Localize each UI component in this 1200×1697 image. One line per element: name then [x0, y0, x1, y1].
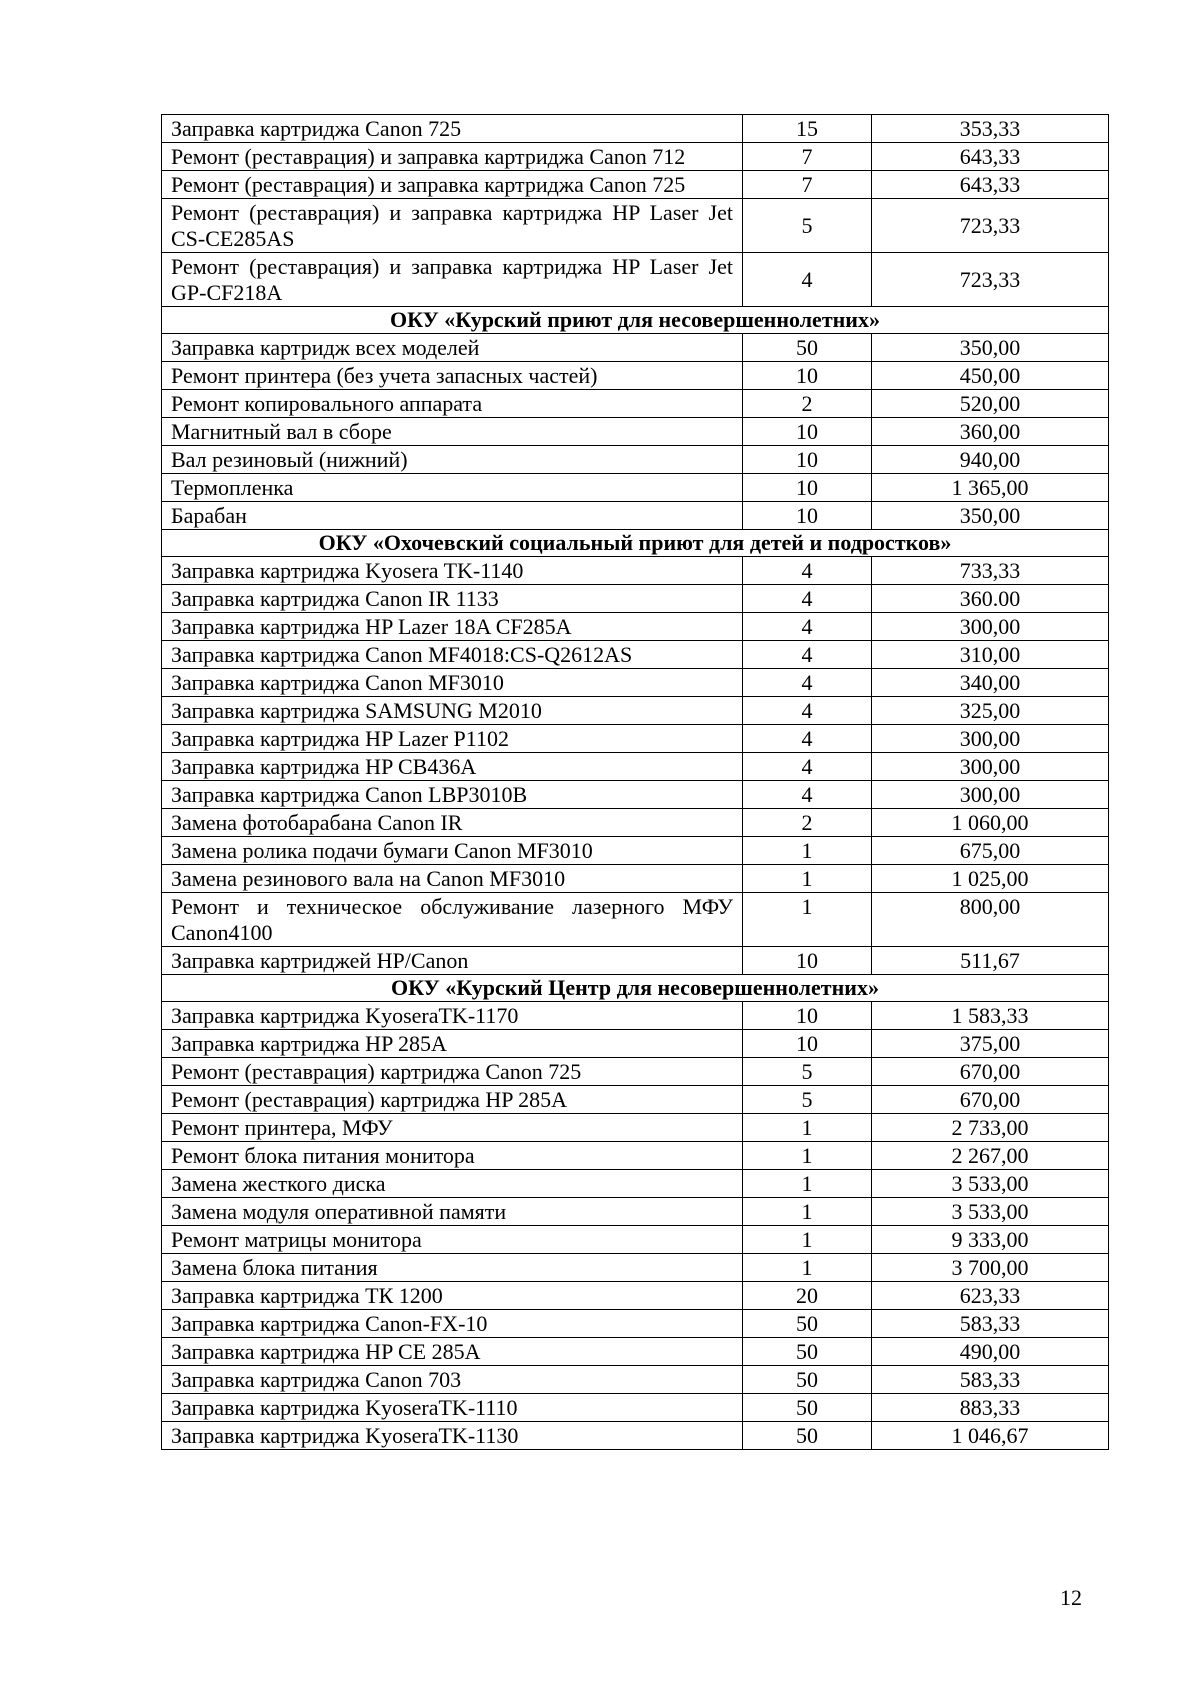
- quantity-cell: 20: [743, 1282, 872, 1310]
- table-row: [162, 837, 1109, 865]
- service-name-cell: Заправка картриджа Canon IR 1133: [162, 585, 743, 613]
- quantity-cell: 1: [743, 1254, 872, 1282]
- service-name-cell: Вал резиновый (нижний): [162, 446, 743, 474]
- service-name-cell: Термопленка: [162, 474, 743, 502]
- service-name-cell: Заправка картриджа Canon LBP3010B: [162, 781, 743, 809]
- table-row: [162, 1198, 1109, 1226]
- service-name-cell: Ремонт блока питания монитора: [162, 1142, 743, 1170]
- price-cell: 310,00: [872, 641, 1109, 669]
- table-row: [162, 334, 1109, 362]
- quantity-cell: 15: [743, 115, 872, 143]
- quantity-cell: 10: [743, 362, 872, 390]
- service-name-cell: Ремонт (реставрация) картриджа HP 285A: [162, 1086, 743, 1114]
- table-row: [162, 1254, 1109, 1282]
- quantity-cell: 2: [743, 390, 872, 418]
- quantity-cell: 4: [743, 669, 872, 697]
- price-cell: 723,33: [872, 253, 1109, 307]
- quantity-cell: 10: [743, 1002, 872, 1030]
- quantity-cell: 5: [743, 1086, 872, 1114]
- price-cell: 350,00: [872, 334, 1109, 362]
- service-name-cell: Заправка картриджа HP CE 285A: [162, 1338, 743, 1366]
- service-name-cell: Ремонт копировального аппарата: [162, 390, 743, 418]
- table-row: [162, 1338, 1109, 1366]
- table-row: [162, 1226, 1109, 1254]
- service-name-cell: Заправка картриджа ТК 1200: [162, 1282, 743, 1310]
- price-cell: 3 700,00: [872, 1254, 1109, 1282]
- table-row: [162, 1002, 1109, 1030]
- service-name-cell: Заправка картриджа Canon-FX-10: [162, 1310, 743, 1338]
- price-cell: 883,33: [872, 1394, 1109, 1422]
- price-cell: 350,00: [872, 502, 1109, 530]
- table-row: [162, 418, 1109, 446]
- quantity-cell: 50: [743, 1310, 872, 1338]
- price-cell: 1 583,33: [872, 1002, 1109, 1030]
- price-cell: 723,33: [872, 199, 1109, 253]
- service-name-cell: Заправка картриджа Canon 703: [162, 1366, 743, 1394]
- quantity-cell: 1: [743, 1114, 872, 1142]
- price-cell: 300,00: [872, 781, 1109, 809]
- price-cell: 1 025,00: [872, 865, 1109, 893]
- quantity-cell: 4: [743, 641, 872, 669]
- service-name-cell: Замена модуля оперативной памяти: [162, 1198, 743, 1226]
- service-name-cell: Заправка картриджа HP 285A: [162, 1030, 743, 1058]
- quantity-cell: 7: [743, 171, 872, 199]
- table-row: [162, 781, 1109, 809]
- quantity-cell: 1: [743, 865, 872, 893]
- section-title: ОКУ «Курский приют для несовершеннолетних»: [162, 307, 1109, 334]
- price-cell: 340,00: [872, 669, 1109, 697]
- section-title: ОКУ «Охочевский социальный приют для детей и подростков»: [162, 530, 1109, 557]
- table-row: [162, 697, 1109, 725]
- table-row: [162, 947, 1109, 975]
- service-name-cell: Ремонт матрицы монитора: [162, 1226, 743, 1254]
- quantity-cell: 4: [743, 781, 872, 809]
- table-row: [162, 1058, 1109, 1086]
- quantity-cell: 50: [743, 334, 872, 362]
- table-row: [162, 1282, 1109, 1310]
- service-name-cell: Заправка картриджа Canon 725: [162, 115, 743, 143]
- price-cell: 300,00: [872, 753, 1109, 781]
- quantity-cell: 10: [743, 947, 872, 975]
- page-number: 12: [1060, 1585, 1082, 1610]
- service-name-cell: Заправка картриджа KyoseraTK-1170: [162, 1002, 743, 1030]
- table-row: [162, 893, 1109, 947]
- price-cell: 325,00: [872, 697, 1109, 725]
- services-price-table: [161, 114, 1109, 1450]
- table-row: [162, 143, 1109, 171]
- price-cell: 490,00: [872, 1338, 1109, 1366]
- price-cell: 3 533,00: [872, 1170, 1109, 1198]
- price-cell: 1 365,00: [872, 474, 1109, 502]
- table-row: [162, 474, 1109, 502]
- table-row: [162, 362, 1109, 390]
- table-row: [162, 809, 1109, 837]
- table-row: [162, 1086, 1109, 1114]
- quantity-cell: 1: [743, 837, 872, 865]
- quantity-cell: 10: [743, 474, 872, 502]
- table-row: [162, 1394, 1109, 1422]
- price-cell: 733,33: [872, 557, 1109, 585]
- service-name-cell: Заправка картриджа SAMSUNG M2010: [162, 697, 743, 725]
- price-cell: 450,00: [872, 362, 1109, 390]
- table-row: [162, 1142, 1109, 1170]
- price-cell: 670,00: [872, 1058, 1109, 1086]
- quantity-cell: 1: [743, 893, 872, 947]
- quantity-cell: 1: [743, 1170, 872, 1198]
- quantity-cell: 1: [743, 1142, 872, 1170]
- quantity-cell: 1: [743, 1198, 872, 1226]
- service-name-cell: Замена блока питания: [162, 1254, 743, 1282]
- price-cell: 643,33: [872, 143, 1109, 171]
- quantity-cell: 50: [743, 1338, 872, 1366]
- price-cell: 375,00: [872, 1030, 1109, 1058]
- quantity-cell: 10: [743, 1030, 872, 1058]
- service-name-cell: Замена фотобарабана Canon IR: [162, 809, 743, 837]
- table-row: [162, 669, 1109, 697]
- quantity-cell: 4: [743, 753, 872, 781]
- table-row: [162, 502, 1109, 530]
- quantity-cell: 4: [743, 557, 872, 585]
- price-cell: 520,00: [872, 390, 1109, 418]
- service-name-cell: Заправка картриджа Canon MF4018:CS-Q2612AS: [162, 641, 743, 669]
- service-name-cell: Ремонт (реставрация) и заправка картриджа Canon 725: [162, 171, 743, 199]
- service-name-cell: Ремонт (реставрация) картриджа Canon 725: [162, 1058, 743, 1086]
- price-cell: 643,33: [872, 171, 1109, 199]
- price-cell: 583,33: [872, 1310, 1109, 1338]
- quantity-cell: 5: [743, 1058, 872, 1086]
- table-row: [162, 199, 1109, 253]
- quantity-cell: 4: [743, 613, 872, 641]
- table-row: [162, 557, 1109, 585]
- service-name-cell: Заправка картриджа HP Lazer P1102: [162, 725, 743, 753]
- price-cell: 670,00: [872, 1086, 1109, 1114]
- quantity-cell: 50: [743, 1394, 872, 1422]
- service-name-cell: Замена жесткого диска: [162, 1170, 743, 1198]
- table-row: [162, 613, 1109, 641]
- price-cell: 353,33: [872, 115, 1109, 143]
- table-row: [162, 1366, 1109, 1394]
- quantity-cell: 10: [743, 418, 872, 446]
- table-row: [162, 253, 1109, 307]
- service-name-cell: Заправка картриджа Canon MF3010: [162, 669, 743, 697]
- price-cell: 583,33: [872, 1366, 1109, 1394]
- quantity-cell: 50: [743, 1366, 872, 1394]
- service-name-cell: Заправка картриджей HP/Canon: [162, 947, 743, 975]
- quantity-cell: 1: [743, 1226, 872, 1254]
- quantity-cell: 4: [743, 585, 872, 613]
- quantity-cell: 10: [743, 502, 872, 530]
- table-row: [162, 1422, 1109, 1450]
- price-cell: 800,00: [872, 893, 1109, 947]
- service-name-cell: Ремонт (реставрация) и заправка картриджа Canon 712: [162, 143, 743, 171]
- quantity-cell: 2: [743, 809, 872, 837]
- table-row: [162, 1310, 1109, 1338]
- service-name-cell: Заправка картридж всех моделей: [162, 334, 743, 362]
- quantity-cell: 5: [743, 199, 872, 253]
- quantity-cell: 50: [743, 1422, 872, 1450]
- table-row: [162, 725, 1109, 753]
- service-name-cell: Заправка картриджа HP CB436A: [162, 753, 743, 781]
- price-cell: 3 533,00: [872, 1198, 1109, 1226]
- price-cell: 623,33: [872, 1282, 1109, 1310]
- price-cell: 300,00: [872, 613, 1109, 641]
- price-cell: 1 046,67: [872, 1422, 1109, 1450]
- section-header-row: [162, 307, 1109, 334]
- price-cell: 2 267,00: [872, 1142, 1109, 1170]
- service-name-cell: Заправка картриджа Kyosera TK-1140: [162, 557, 743, 585]
- price-cell: 360,00: [872, 418, 1109, 446]
- services-price-table-body: [162, 115, 1109, 1450]
- quantity-cell: 4: [743, 253, 872, 307]
- service-name-cell: Ремонт принтера (без учета запасных частей): [162, 362, 743, 390]
- table-row: [162, 115, 1109, 143]
- service-name-cell: Ремонт и техническое обслуживание лазерного МФУ Canon4100: [162, 893, 743, 947]
- quantity-cell: 7: [743, 143, 872, 171]
- service-name-cell: Ремонт (реставрация) и заправка картриджа HP Laser Jet CS-CE285AS: [162, 199, 743, 253]
- table-row: [162, 1114, 1109, 1142]
- table-row: [162, 641, 1109, 669]
- price-cell: 2 733,00: [872, 1114, 1109, 1142]
- section-header-row: [162, 530, 1109, 557]
- quantity-cell: 4: [743, 725, 872, 753]
- price-cell: 675,00: [872, 837, 1109, 865]
- service-name-cell: Заправка картриджа KyoseraTK-1130: [162, 1422, 743, 1450]
- table-row: [162, 585, 1109, 613]
- service-name-cell: Замена резинового вала на Canon MF3010: [162, 865, 743, 893]
- service-name-cell: Барабан: [162, 502, 743, 530]
- table-row: [162, 171, 1109, 199]
- section-header-row: [162, 975, 1109, 1002]
- price-cell: 300,00: [872, 725, 1109, 753]
- table-row: [162, 390, 1109, 418]
- table-row: [162, 865, 1109, 893]
- price-cell: 1 060,00: [872, 809, 1109, 837]
- price-cell: 940,00: [872, 446, 1109, 474]
- table-row: [162, 1170, 1109, 1198]
- service-name-cell: Ремонт принтера, МФУ: [162, 1114, 743, 1142]
- table-row: [162, 1030, 1109, 1058]
- service-name-cell: Замена ролика подачи бумаги Canon MF3010: [162, 837, 743, 865]
- price-cell: 9 333,00: [872, 1226, 1109, 1254]
- price-cell: 360.00: [872, 585, 1109, 613]
- table-row: [162, 753, 1109, 781]
- price-cell: 511,67: [872, 947, 1109, 975]
- service-name-cell: Магнитный вал в сборе: [162, 418, 743, 446]
- quantity-cell: 10: [743, 446, 872, 474]
- service-name-cell: Заправка картриджа KyoseraTK-1110: [162, 1394, 743, 1422]
- section-title: ОКУ «Курский Центр для несовершеннолетних»: [162, 975, 1109, 1002]
- quantity-cell: 4: [743, 697, 872, 725]
- table-row: [162, 446, 1109, 474]
- service-name-cell: Заправка картриджа HP Lazer 18A CF285A: [162, 613, 743, 641]
- service-name-cell: Ремонт (реставрация) и заправка картриджа HP Laser Jet GP-CF218A: [162, 253, 743, 307]
